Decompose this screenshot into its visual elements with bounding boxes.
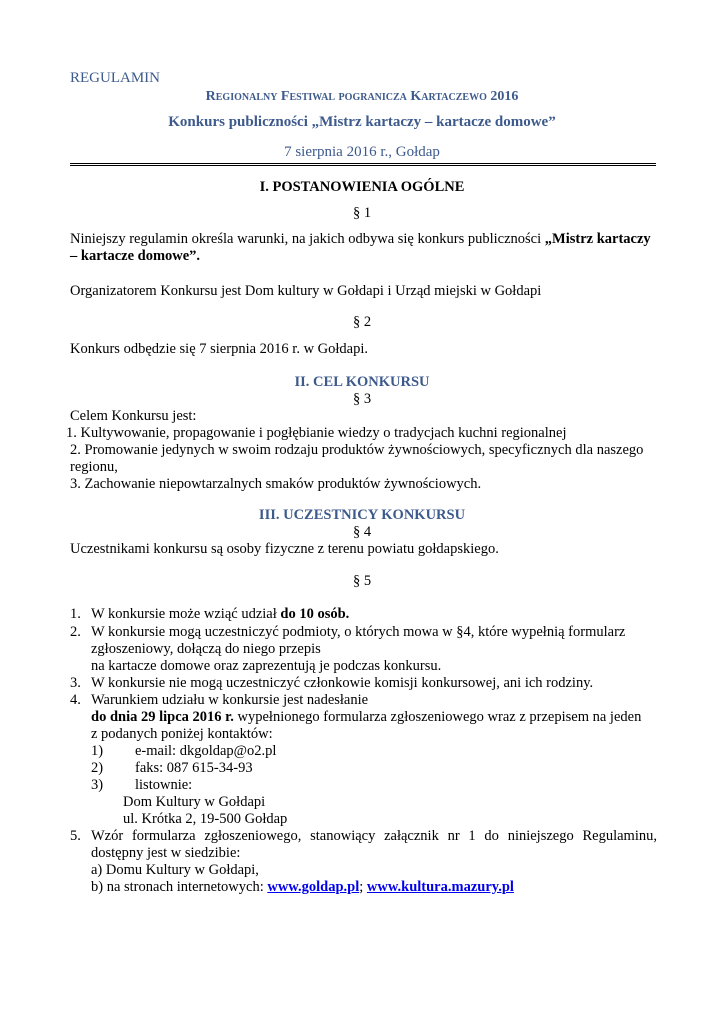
date-place: 7 sierpnia 2016 r., Gołdap: [284, 144, 440, 160]
section-1-date: Konkurs odbędzie się 7 sierpnia 2016 r. w Gołdapi.: [70, 341, 369, 357]
rule-item-4-cont: [91, 709, 641, 726]
contact-fax: faks: 087 615-34-93: [135, 760, 253, 776]
rule-4-rest: wypełnionego formularza zgłoszeniowego wraz z przepisem na jeden: [233, 709, 642, 725]
text-1-plain: Niniejszy regulamin określa warunki, na jakich odbywa się konkurs publiczności: [70, 231, 545, 247]
rule-item-2: W konkursie mogą uczestniczyć podmioty, o których mowa w §4, które wypełnią formularz: [91, 624, 626, 640]
location-b: [91, 879, 514, 896]
rule-item-4: Warunkiem udziału w konkursie jest nadesłanie: [91, 692, 369, 708]
section-1-text-1: [70, 231, 651, 248]
section-1-text-1-cont: – kartacze domowe”.: [70, 248, 201, 264]
paragraph-1-mark: § 1: [352, 205, 372, 221]
paragraph-3-mark: § 3: [352, 391, 372, 407]
rule-item-5-cont: dostępny jest w siedzibie:: [91, 845, 241, 861]
rule-item-5: Wzór formularza zgłoszeniowego, stanowiący załącznik nr 1 do niniejszego Regulaminu,: [91, 828, 657, 844]
contact-number-3: 3): [91, 777, 104, 793]
rule-item-1: [91, 606, 349, 623]
goal-item-2-cont: regionu,: [70, 459, 118, 475]
rule-1-text: W konkursie może wziąć udział: [91, 606, 281, 622]
contact-email: e-mail: dkgoldap@o2.pl: [135, 743, 277, 759]
rule-number-1: 1.: [70, 606, 81, 622]
contact-mail: listownie:: [135, 777, 193, 793]
paragraph-2-mark: § 2: [352, 314, 372, 330]
goldap-link[interactable]: www.goldap.pl: [267, 879, 360, 895]
participants-text: Uczestnikami konkursu są osoby fizyczne z terenu powiatu gołdapskiego.: [70, 541, 499, 557]
address-line-1: Dom Kultury w Gołdapi: [123, 794, 266, 810]
paragraph-5-mark: § 5: [352, 573, 372, 589]
rule-item-3: W konkursie nie mogą uczestniczyć członkowie komisji konkursowej, ani ich rodziny.: [91, 675, 594, 691]
rule-item-4-cont-2: z podanych poniżej kontaktów:: [91, 726, 273, 742]
location-a: a) Domu Kultury w Gołdapi,: [91, 862, 259, 878]
goal-item-3: 3. Zachowanie niepowtarzalnych smaków produktów żywnościowych.: [70, 476, 482, 492]
paragraph-4-mark: § 4: [352, 524, 372, 540]
document-label: REGULAMIN: [70, 70, 160, 86]
rule-number-5: 5.: [70, 828, 81, 844]
rule-number-2: 2.: [70, 624, 81, 640]
link-separator: ;: [359, 879, 364, 895]
rule-item-2-cont-2: na kartacze domowe oraz zaprezentują je podczas konkursu.: [91, 658, 442, 674]
section-3-title: III. UCZESTNICY KONKURSU: [258, 507, 466, 523]
festival-title: Regionalny Festiwal pogranicza Kartaczewo 2016: [205, 89, 519, 104]
text-1-bold: „Mistrz kartaczy: [544, 231, 651, 247]
goal-item-1: 1. Kultywowanie, propagowanie i pogłębianie wiedzy o tradycjach kuchni regionalnej: [66, 425, 567, 441]
goals-intro: Celem Konkursu jest:: [70, 408, 197, 424]
section-1-title: I. POSTANOWIENIA OGÓLNE: [259, 179, 465, 195]
rule-number-4: 4.: [70, 692, 81, 708]
section-1-organizer: Organizatorem Konkursu jest Dom kultury w Gołdapi i Urząd miejski w Gołdapi: [70, 283, 542, 299]
rule-item-2-cont: zgłoszeniowy, dołączą do niego przepis: [91, 641, 321, 657]
location-b-text: b) na stronach internetowych:: [91, 879, 268, 895]
header-divider: [70, 163, 656, 164]
goal-item-2: 2. Promowanie jedynych w swoim rodzaju produktów żywnościowych, specyficznych dla naszego: [70, 442, 644, 458]
deadline-date: do dnia 29 lipca 2016 r.: [91, 709, 234, 725]
address-line-2: ul. Krótka 2, 19-500 Gołdap: [123, 811, 288, 827]
contest-title: Konkurs publiczności „Mistrz kartaczy – kartacze domowe”: [168, 114, 556, 130]
contact-number-2: 2): [91, 760, 104, 776]
section-2-title: II. CEL KONKURSU: [294, 374, 430, 390]
header-divider-second: [70, 165, 656, 166]
rule-1-bold: do 10 osób.: [280, 606, 350, 622]
kultura-mazury-link[interactable]: www.kultura.mazury.pl: [366, 879, 514, 895]
rule-number-3: 3.: [70, 675, 81, 691]
contact-number-1: 1): [91, 743, 104, 759]
